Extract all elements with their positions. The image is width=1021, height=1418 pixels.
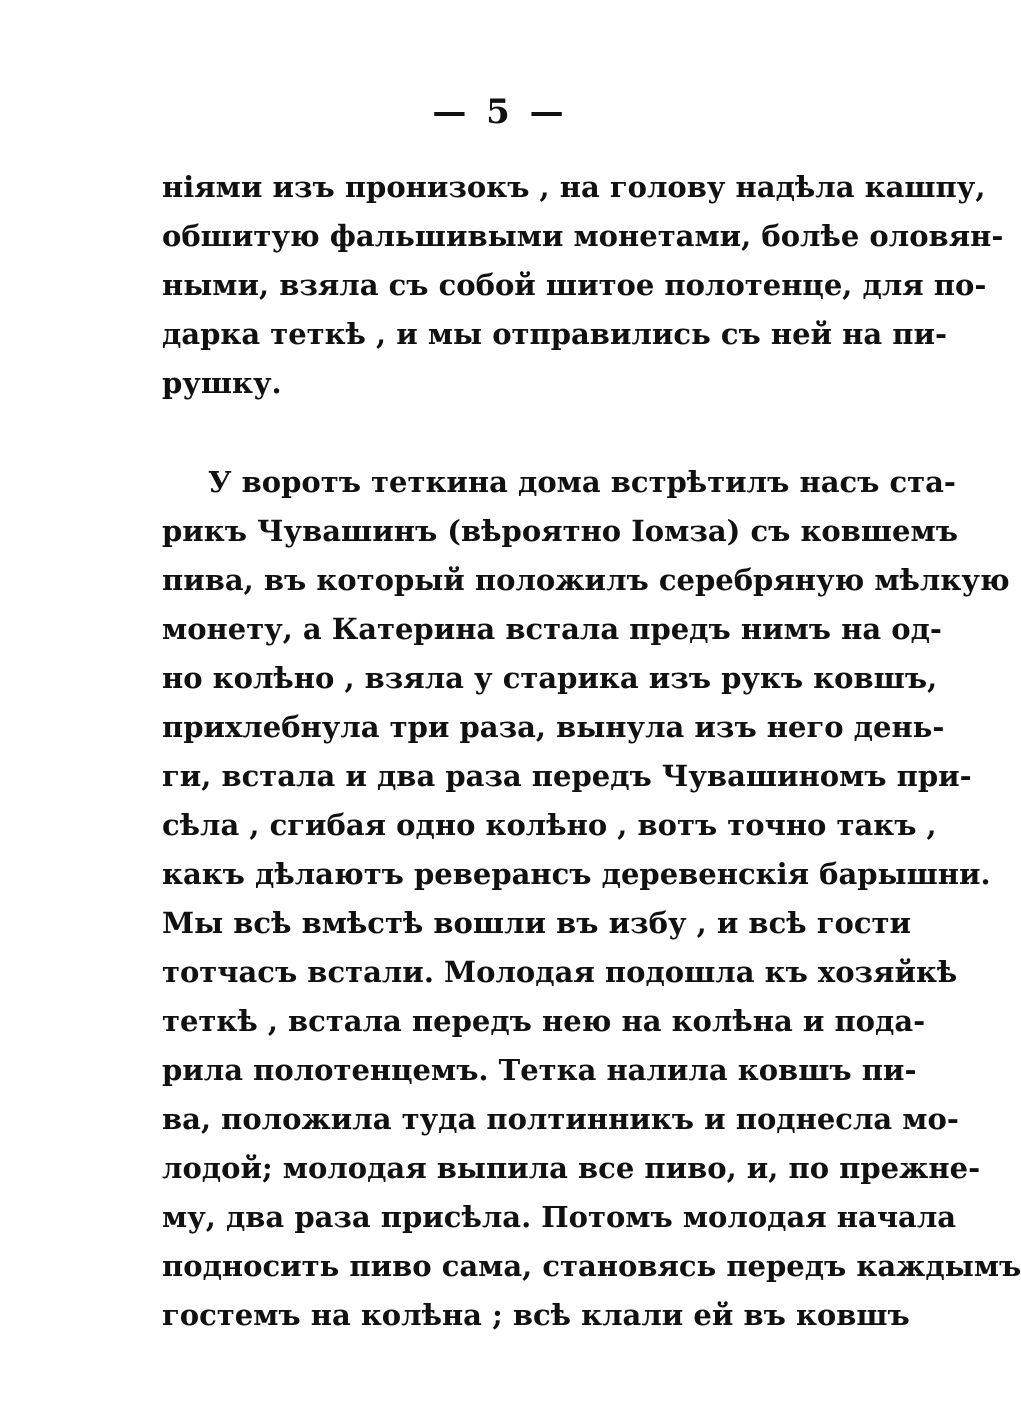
paragraph-1-line: ніями изъ пронизокъ , на голову надѣла кашпу,	[162, 170, 986, 204]
paragraph-1-line: обшитую фальшивыми монетами, болѣе оловян-	[162, 219, 1004, 253]
paragraph-2-line: Мы всѣ вмѣстѣ вошли въ избу , и всѣ гости	[162, 906, 911, 940]
page-number: — 5 —	[432, 92, 568, 132]
paragraph-1-line: дарка теткѣ , и мы отправились съ ней на пи-	[162, 317, 948, 351]
paragraph-2-line: пива, въ который положилъ серебряную мѣлкую	[162, 563, 1010, 597]
paragraph-2-line: теткѣ , встала передъ нею на колѣна и пода-	[162, 1004, 926, 1038]
paragraph-2-line: рикъ Чувашинъ (вѣроятно Іомза) съ ковшемъ	[162, 514, 958, 548]
paragraph-2-line: рила полотенцемъ. Тетка налила ковшъ пи-	[162, 1053, 917, 1087]
paragraph-2-line: му, два раза присѣла. Потомъ молодая начала	[162, 1200, 957, 1234]
paragraph-2	[162, 458, 1021, 1340]
paragraph-1-line: ными, взяла съ собой шитое полотенце, для по-	[162, 268, 987, 302]
paragraph-2-line: ги, встала и два раза передъ Чувашиномъ при-	[162, 759, 972, 793]
paragraph-2-line: гостемъ на колѣна ; всѣ клали ей въ ковшъ	[162, 1298, 910, 1332]
paragraph-2-line: монету, а Катерина встала предъ нимъ на од-	[162, 612, 942, 646]
paragraph-1-line: рушку.	[162, 366, 282, 400]
paragraph-2-line: ва, положила туда полтинникъ и поднесла мо-	[162, 1102, 959, 1136]
paragraph-2-line: прихлебнула три раза, вынула изъ него день-	[162, 710, 945, 744]
paragraph-1	[162, 163, 1004, 408]
paragraph-2-line: подносить пиво сама, становясь передъ каждымъ	[162, 1249, 1021, 1283]
paragraph-2-line: тотчасъ встали. Молодая подошла къ хозяйкѣ	[162, 955, 958, 989]
paragraph-2-line: У воротъ теткина дома встрѣтилъ насъ ста-	[208, 465, 956, 499]
paragraph-2-line: но колѣно , взяла у старика изъ рукъ ковшъ,	[162, 661, 938, 695]
paragraph-2-line: какъ дѣлаютъ реверансъ деревенскія барышни.	[162, 857, 991, 891]
paragraph-2-line: сѣла , сгибая одно колѣно , вотъ точно такъ ,	[162, 808, 937, 842]
paragraph-2-line: лодой; молодая выпила все пиво, и, по прежне-	[162, 1151, 981, 1185]
